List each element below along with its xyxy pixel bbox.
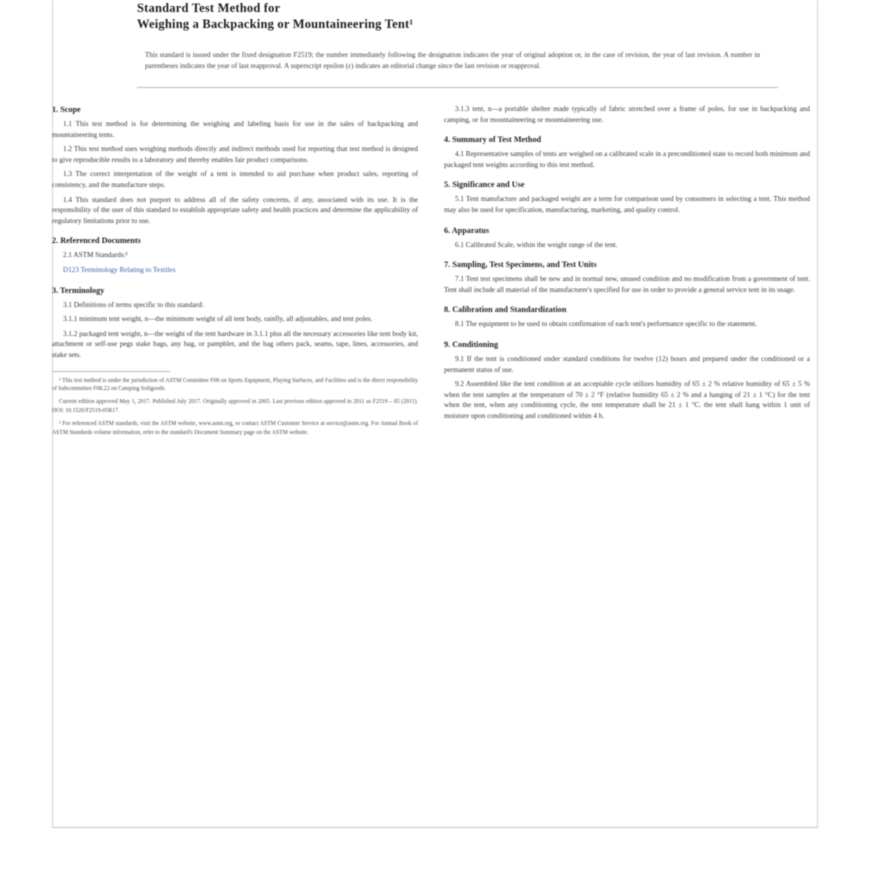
paragraph: 1.2 This test method uses weighing methods directly and indirect methods used for reporting that test method is designed to give reproducible results to a laboratory and thereby enables fair product comparisons. — [52, 145, 418, 164]
paragraph: 4.1 Representative samples of tents are weighed on a calibrated scale in a preconditioned state to record both minimum and packaged tent weights according to this test method. — [444, 150, 810, 169]
document-header — [137, 0, 778, 88]
paragraph: 5.1 Tent manufacture and packaged weight are a term for comparison used by consumers in selecting a tent. This method may also be used for specification, manufacturing, marketing, and quality control. — [444, 195, 810, 214]
paragraph: 1.1 This test method is for determining the weighing and labeling basis for use in the sales of backpacking and mountaineering tents. — [52, 120, 418, 139]
paragraph: 3.1.3 tent, n—a portable shelter made typically of fabric stretched over a frame of poles, for use in backpacking and camping, or for mountaineering or mountaineering use. — [444, 105, 810, 124]
standard-link-d123[interactable]: D123 Terminology Relating to Textiles — [63, 265, 176, 274]
paragraph: 3.1 Definitions of terms specific to this standard: — [63, 300, 204, 309]
title-block — [137, 0, 778, 32]
footnote-divider — [52, 371, 170, 372]
title-line-2: Weighing a Backpacking or Mountaineering Tent¹ — [137, 17, 414, 31]
section-heading-referenced-documents: 2. Referenced Documents — [52, 236, 141, 246]
section-heading-apparatus: 6. Apparatus — [444, 225, 490, 235]
paragraph: 1.3 The correct interpretation of the weight of a tent is intended to aid purchase when product sales, reporting of consistency, and the manufacture steps. — [52, 170, 418, 189]
paragraph: 3.1.1 minimum tent weight, n—the minimum weight of all tent body, rainfly, all adjustables, and tent poles. — [63, 315, 373, 324]
section-heading-sampling: 7. Sampling, Test Specimens, and Test Units — [444, 260, 597, 270]
footnotes — [52, 377, 418, 437]
paragraph: 8.1 The equipment to be used to obtain confirmation of each tent's performance specific to the statement. — [455, 320, 757, 329]
paragraph: 3.1.2 packaged tent weight, n—the weight of the tent hardware in 3.1.1 plus all the necessary accessories like tent body kit, attachment or self-use pegs stake bags, any bag, or pamphlet, and the bag others pack, seams, tape, lines, accessories, and stake sets. — [52, 329, 418, 359]
section-heading-terminology: 3. Terminology — [52, 285, 105, 295]
page-title — [137, 0, 778, 32]
footnote-edition: Current edition approved May 1, 2017. Published July 2017. Originally approved in 2005. Last previous edition approved in 2011 as F2519 – 05 (2011). DOI: 10.1520/F2519-05R17. — [52, 399, 418, 414]
footnote-2: ² For referenced ASTM standards, visit the ASTM website, www.astm.org, or contact ASTM Customer Service at service@astm.org. For Annual Book of ASTM Standards volume information, refer to the standard's Document Summary page on the ASTM website. — [52, 421, 418, 436]
body-columns — [52, 104, 818, 442]
paragraph: 2.1 ASTM Standards:² — [63, 251, 128, 260]
paragraph: 7.1 Tent test specimens shall be new and in normal new, unused condition and no modification from a government of tent. Tent shall include all material of the manufacturer's specified for use in order to provide a general service tent in its usage. — [444, 275, 810, 294]
paragraph-with-link — [52, 265, 418, 276]
paragraph: 9.2 Assembled like the tent condition at an acceptable cycle utilizes humidity of 65 ± 2 % relative humidity of 65 ± 5 % when the tent samples at the temperature of 70 ± 2 °F (relative humidity 65 ± 2 % and a hanging of 21 ± 1 °C) for the tent when the tent, when any conditioning cycle, the tent temperature shall be 21 ± 1 °C. the tent shall hang within 1 unit of moisture upon conditioning and conditioned within 4 h. — [444, 380, 810, 420]
left-column — [52, 104, 418, 442]
right-column — [444, 104, 810, 442]
section-heading-significance-and-use: 5. Significance and Use — [444, 180, 525, 190]
paragraph: 6.1 Calibrated Scale, within the weight range of the tent. — [455, 240, 618, 249]
footnote-1: ¹ This test method is under the jurisdiction of ASTM Committee F08 on Sports Equipment, Playing Surfaces, and Facilities and is the direct responsibility of Subcommittee F08.22 on Camping Softgoods. — [52, 377, 418, 392]
header-divider — [137, 87, 778, 88]
standard-issue-note: This standard is issued under the fixed designation F2519; the number immediately following the designation indicates the year of original adoption or, in the case of revision, the year of last revision. A number in parentheses indicates the year of last reapproval. A superscript epsilon (ε) indicates an editorial change since the last revision or reapproval. — [145, 51, 760, 70]
page-bottom-border — [52, 827, 818, 828]
paragraph: 9.1 If the tent is conditioned under standard conditions for twelve (12) hours and prepared under the conditioned or a permanent status of use. — [444, 354, 810, 374]
section-heading-calibration: 8. Calibration and Standardization — [444, 305, 567, 315]
section-heading-summary-of-test-method: 4. Summary of Test Method — [444, 135, 542, 145]
paragraph: 1.4 This standard does not purport to address all of the safety concerns, if any, associated with its use. It is the responsibility of the user of this standard to establish appropriate safety and health practices and determine the applicability of regulatory limitations prior to use. — [52, 195, 418, 225]
section-heading-scope: 1. Scope — [52, 105, 81, 114]
section-heading-conditioning: 9. Conditioning — [444, 339, 499, 349]
title-line-1: Standard Test Method for — [137, 1, 281, 15]
